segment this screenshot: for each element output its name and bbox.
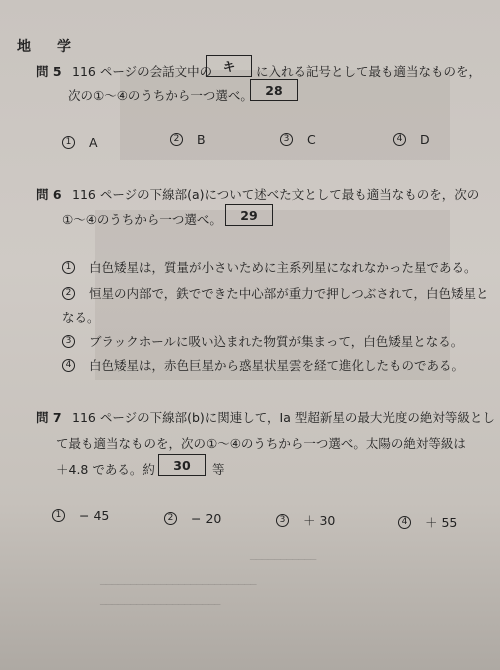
- bleed-through-text: ────────────────────: [100, 600, 221, 611]
- option-text: 白色矮星は，赤色巨星から惑星状星雲を経て進化したものである。: [89, 358, 465, 373]
- q5-text-line1-end: に入れる記号として最も適当なものを，: [256, 64, 482, 79]
- q5-option: [170, 132, 206, 147]
- q5-answer-box: 28: [250, 79, 298, 101]
- option-number-circle: 4: [393, 133, 406, 146]
- q7-option: [398, 513, 457, 531]
- option-number-circle: 3: [62, 335, 75, 348]
- q7-text-line3-start: ＋4.8 である。約: [56, 462, 155, 477]
- q7-option: [52, 508, 109, 523]
- q6-option: [62, 332, 463, 350]
- q7-option: [276, 511, 335, 529]
- bleed-through-text: ───────────: [250, 555, 317, 566]
- q6-text-line1: 116 ページの下線部(a)について述べた文として最も適当なものを，次の: [72, 187, 480, 202]
- q7-text-line2: て最も適当なものを，次の①～④のうちから一つ選べ。太陽の絶対等級は: [56, 436, 466, 451]
- q5-number: 問 5: [36, 64, 62, 79]
- q7-option: [164, 511, 221, 526]
- q7-number: 問 7: [36, 410, 62, 425]
- q6-number: 問 6: [36, 187, 62, 202]
- q7-text-line3-end: 等: [212, 462, 225, 477]
- bleed-through-text: ──────────────────────────: [100, 580, 257, 591]
- q6-answer-box: 29: [225, 204, 273, 226]
- option-number-circle: 3: [276, 514, 289, 527]
- q6-option-continuation: なる。: [62, 310, 100, 325]
- option-text: ブラックホールに吸い込まれた物質が集まって，白色矮星となる。: [89, 334, 464, 349]
- q6-option: [62, 284, 489, 302]
- q7-text-line1: 116 ページの下線部(b)に関連して，Ia 型超新星の最大光度の絶対等級とし: [72, 410, 495, 425]
- option-text: A: [89, 135, 98, 150]
- subject-heading: 地 学: [17, 39, 77, 55]
- q6-text-line2: ①～④のうちから一つ選べ。: [62, 212, 222, 227]
- q5-option: [280, 132, 316, 147]
- option-number-circle: 2: [62, 287, 75, 300]
- option-text: D: [420, 132, 430, 147]
- q5-option: [393, 132, 430, 147]
- option-text: ＋ 55: [425, 515, 458, 530]
- option-text: − 20: [191, 511, 222, 526]
- q5-text-line2: 次の①～④のうちから一つ選べ。: [68, 88, 253, 103]
- option-number-circle: 1: [62, 136, 75, 149]
- q5-text-line1: 116 ページの会話文中の: [72, 64, 213, 79]
- option-number-circle: 2: [164, 512, 177, 525]
- q6-option: [62, 258, 477, 276]
- q5-option: [62, 135, 98, 150]
- option-text: 白色矮星は，質量が小さいために主系列星になれなかった星である。: [89, 260, 477, 275]
- option-number-circle: 3: [280, 133, 293, 146]
- option-number-circle: 1: [62, 261, 75, 274]
- option-text: ＋ 30: [303, 513, 336, 528]
- option-text: − 45: [79, 508, 110, 523]
- option-text: B: [197, 132, 206, 147]
- option-number-circle: 4: [62, 359, 75, 372]
- option-number-circle: 4: [398, 516, 411, 529]
- q7-answer-box: 30: [158, 454, 206, 476]
- option-text: C: [307, 132, 316, 147]
- q6-option: [62, 356, 464, 374]
- q5-label-box: キ: [206, 55, 252, 77]
- option-number-circle: 1: [52, 509, 65, 522]
- option-number-circle: 2: [170, 133, 183, 146]
- option-text: 恒星の内部で，鉄でできた中心部が重力で押しつぶされて，白色矮星と: [89, 286, 489, 301]
